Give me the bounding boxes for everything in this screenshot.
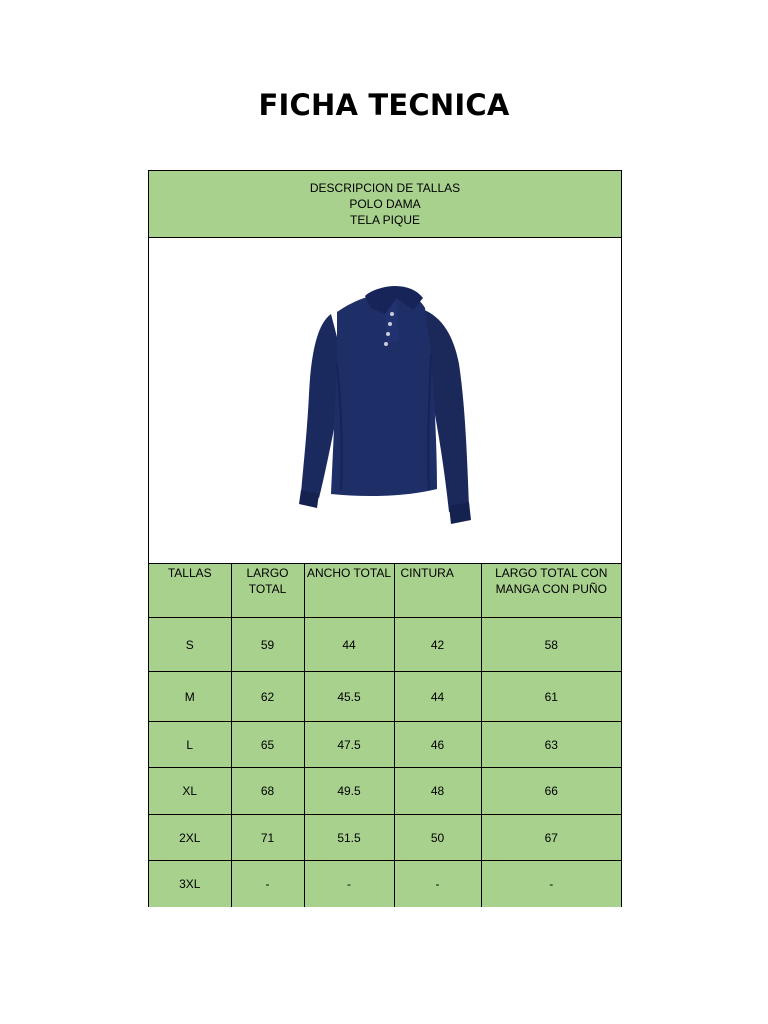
description-header: [149, 171, 621, 238]
table-cell: XL: [149, 768, 231, 815]
header-line-product: POLO DAMA: [349, 197, 421, 211]
table-cell: 3XL: [149, 861, 231, 907]
table-cell: -: [231, 861, 304, 907]
table-header-row: [149, 564, 621, 618]
product-photo-area: [149, 238, 621, 563]
table-cell: 2XL: [149, 815, 231, 861]
column-header: ANCHO TOTAL: [304, 564, 394, 618]
header-line-description: DESCRIPCION DE TALLAS: [309, 181, 461, 195]
size-sheet: [148, 170, 622, 907]
table-cell: -: [394, 861, 481, 907]
table-cell: 50: [394, 815, 481, 861]
header-line-fabric: TELA PIQUE: [349, 213, 421, 227]
table-cell: 51.5: [304, 815, 394, 861]
table-cell: M: [149, 672, 231, 722]
table-cell: 49.5: [304, 768, 394, 815]
table-row: [149, 815, 621, 861]
table-cell: 61: [481, 672, 621, 722]
table-cell: 44: [394, 672, 481, 722]
table-cell: 46: [394, 722, 481, 768]
table-cell: 68: [231, 768, 304, 815]
size-table: [149, 563, 621, 907]
table-row: [149, 722, 621, 768]
table-cell: 44: [304, 618, 394, 672]
table-cell: -: [304, 861, 394, 907]
table-cell: 65: [231, 722, 304, 768]
table-cell: 58: [481, 618, 621, 672]
table-row: [149, 618, 621, 672]
table-cell: 66: [481, 768, 621, 815]
column-header: TALLAS: [149, 564, 231, 618]
table-cell: 71: [231, 815, 304, 861]
table-cell: 47.5: [304, 722, 394, 768]
column-header: LARGO TOTAL: [231, 564, 304, 618]
polo-shirt-image: [289, 284, 489, 534]
table-cell: 48: [394, 768, 481, 815]
page-title: FICHA TECNICA: [258, 88, 510, 122]
table-cell: 42: [394, 618, 481, 672]
column-header: CINTURA: [394, 564, 481, 618]
table-cell: L: [149, 722, 231, 768]
column-header: LARGO TOTAL CON MANGA CON PUÑO: [481, 564, 621, 618]
table-cell: 62: [231, 672, 304, 722]
table-cell: 63: [481, 722, 621, 768]
table-row: [149, 768, 621, 815]
table-cell: 45.5: [304, 672, 394, 722]
table-cell: -: [481, 861, 621, 907]
table-row: [149, 672, 621, 722]
table-row: [149, 861, 621, 907]
table-cell: 59: [231, 618, 304, 672]
table-cell: 67: [481, 815, 621, 861]
table-cell: S: [149, 618, 231, 672]
